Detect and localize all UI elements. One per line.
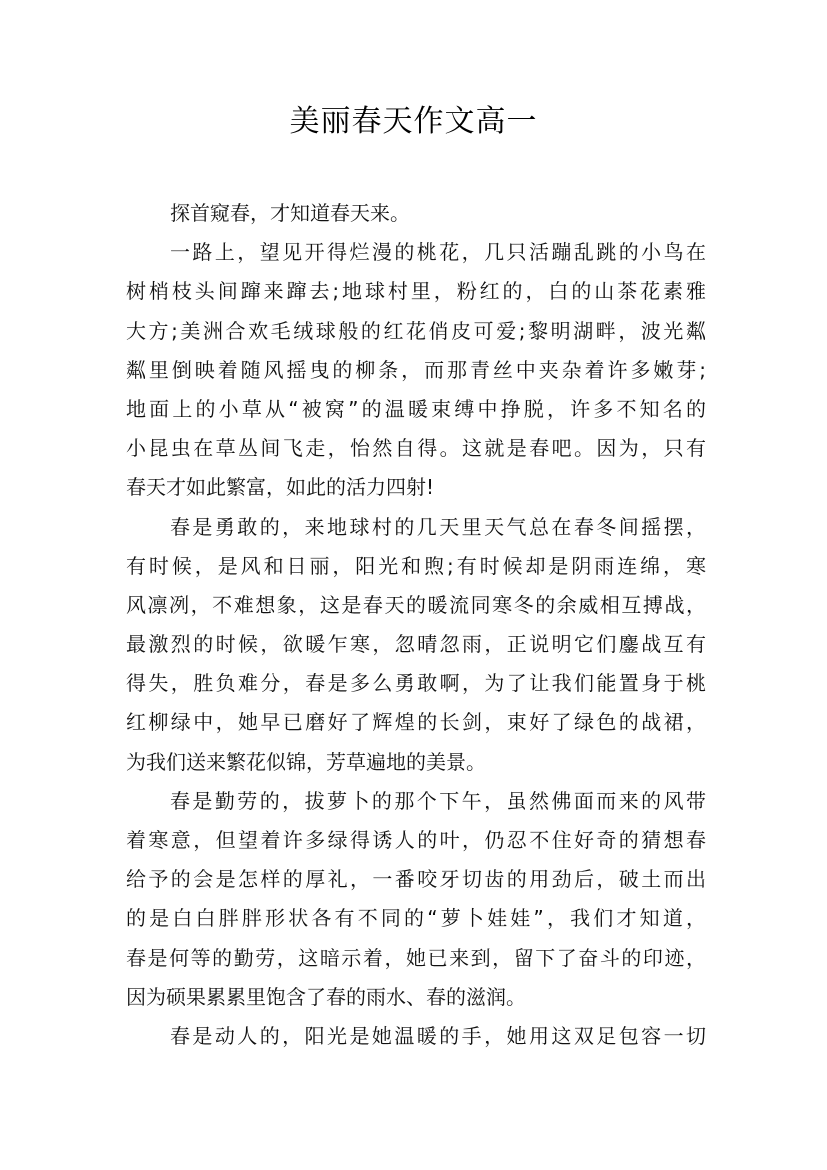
- text-line: 大方;美洲合欢毛绒球般的红花俏皮可爱;黎明湖畔，波光粼: [126, 318, 706, 343]
- text-line: 的是白白胖胖形状各有不同的“萝卜娃娃”，我们才知道，: [126, 906, 706, 931]
- text-line: 春是勤劳的，拔萝卜的那个下午，虽然佛面而来的风带: [170, 788, 706, 813]
- text-line: 树梢枝头间蹿来蹿去;地球村里，粉红的，白的山茶花素雅: [126, 279, 706, 304]
- text-line: 最激烈的时候，欲暖乍寒，忽晴忽雨，正说明它们鏖战互有: [126, 632, 706, 657]
- text-line: 春是勇敢的，来地球村的几天里天气总在春冬间摇摆，: [170, 514, 706, 539]
- text-line: 小昆虫在草丛间飞走，怡然自得。这就是春吧。因为，只有: [126, 436, 706, 461]
- text-line: 得失，胜负难分，春是多么勇敢啊，为了让我们能置身于桃: [126, 671, 706, 696]
- document-title: 美丽春天作文高一: [289, 104, 538, 139]
- text-line: 地面上的小草从“被窝”的温暖束缚中挣脱，许多不知名的: [126, 396, 706, 421]
- text-line: 一路上，望见开得烂漫的桃花，几只活蹦乱跳的小鸟在: [170, 240, 706, 265]
- text-line: 春是何等的勤劳，这暗示着，她已来到，留下了奋斗的印迹，: [126, 945, 706, 970]
- text-line: 风凛冽，不难想象，这是春天的暖流同寒冬的余威相互搏战，: [126, 592, 706, 617]
- text-line: 有时候，是风和日丽，阳光和煦;有时候却是阴雨连绵，寒: [126, 553, 706, 578]
- text-line: 春天才如此繁富，如此的活力四射!: [126, 475, 435, 500]
- text-line: 粼里倒映着随风摇曳的柳条，而那青丝中夹杂着许多嫩芽;: [126, 357, 706, 382]
- text-line: 探首窥春，才知道春天来。: [170, 201, 410, 225]
- text-line: 为我们送来繁花似锦，芳草遍地的美景。: [126, 749, 486, 774]
- text-line: 红柳绿中，她早已磨好了辉煌的长剑，束好了绿色的战裙，: [126, 710, 706, 735]
- text-line: 春是动人的，阳光是她温暖的手，她用这双足包容一切: [170, 1023, 706, 1048]
- document-body: [126, 194, 706, 1056]
- text-line: 因为硕果累累里饱含了春的雨水、春的滋润。: [126, 984, 526, 1009]
- text-line: 着寒意，但望着许多绿得诱人的叶，仍忍不住好奇的猜想春: [126, 828, 706, 852]
- text-line: 给予的会是怎样的厚礼，一番咬牙切齿的用劲后，破土而出: [126, 867, 706, 892]
